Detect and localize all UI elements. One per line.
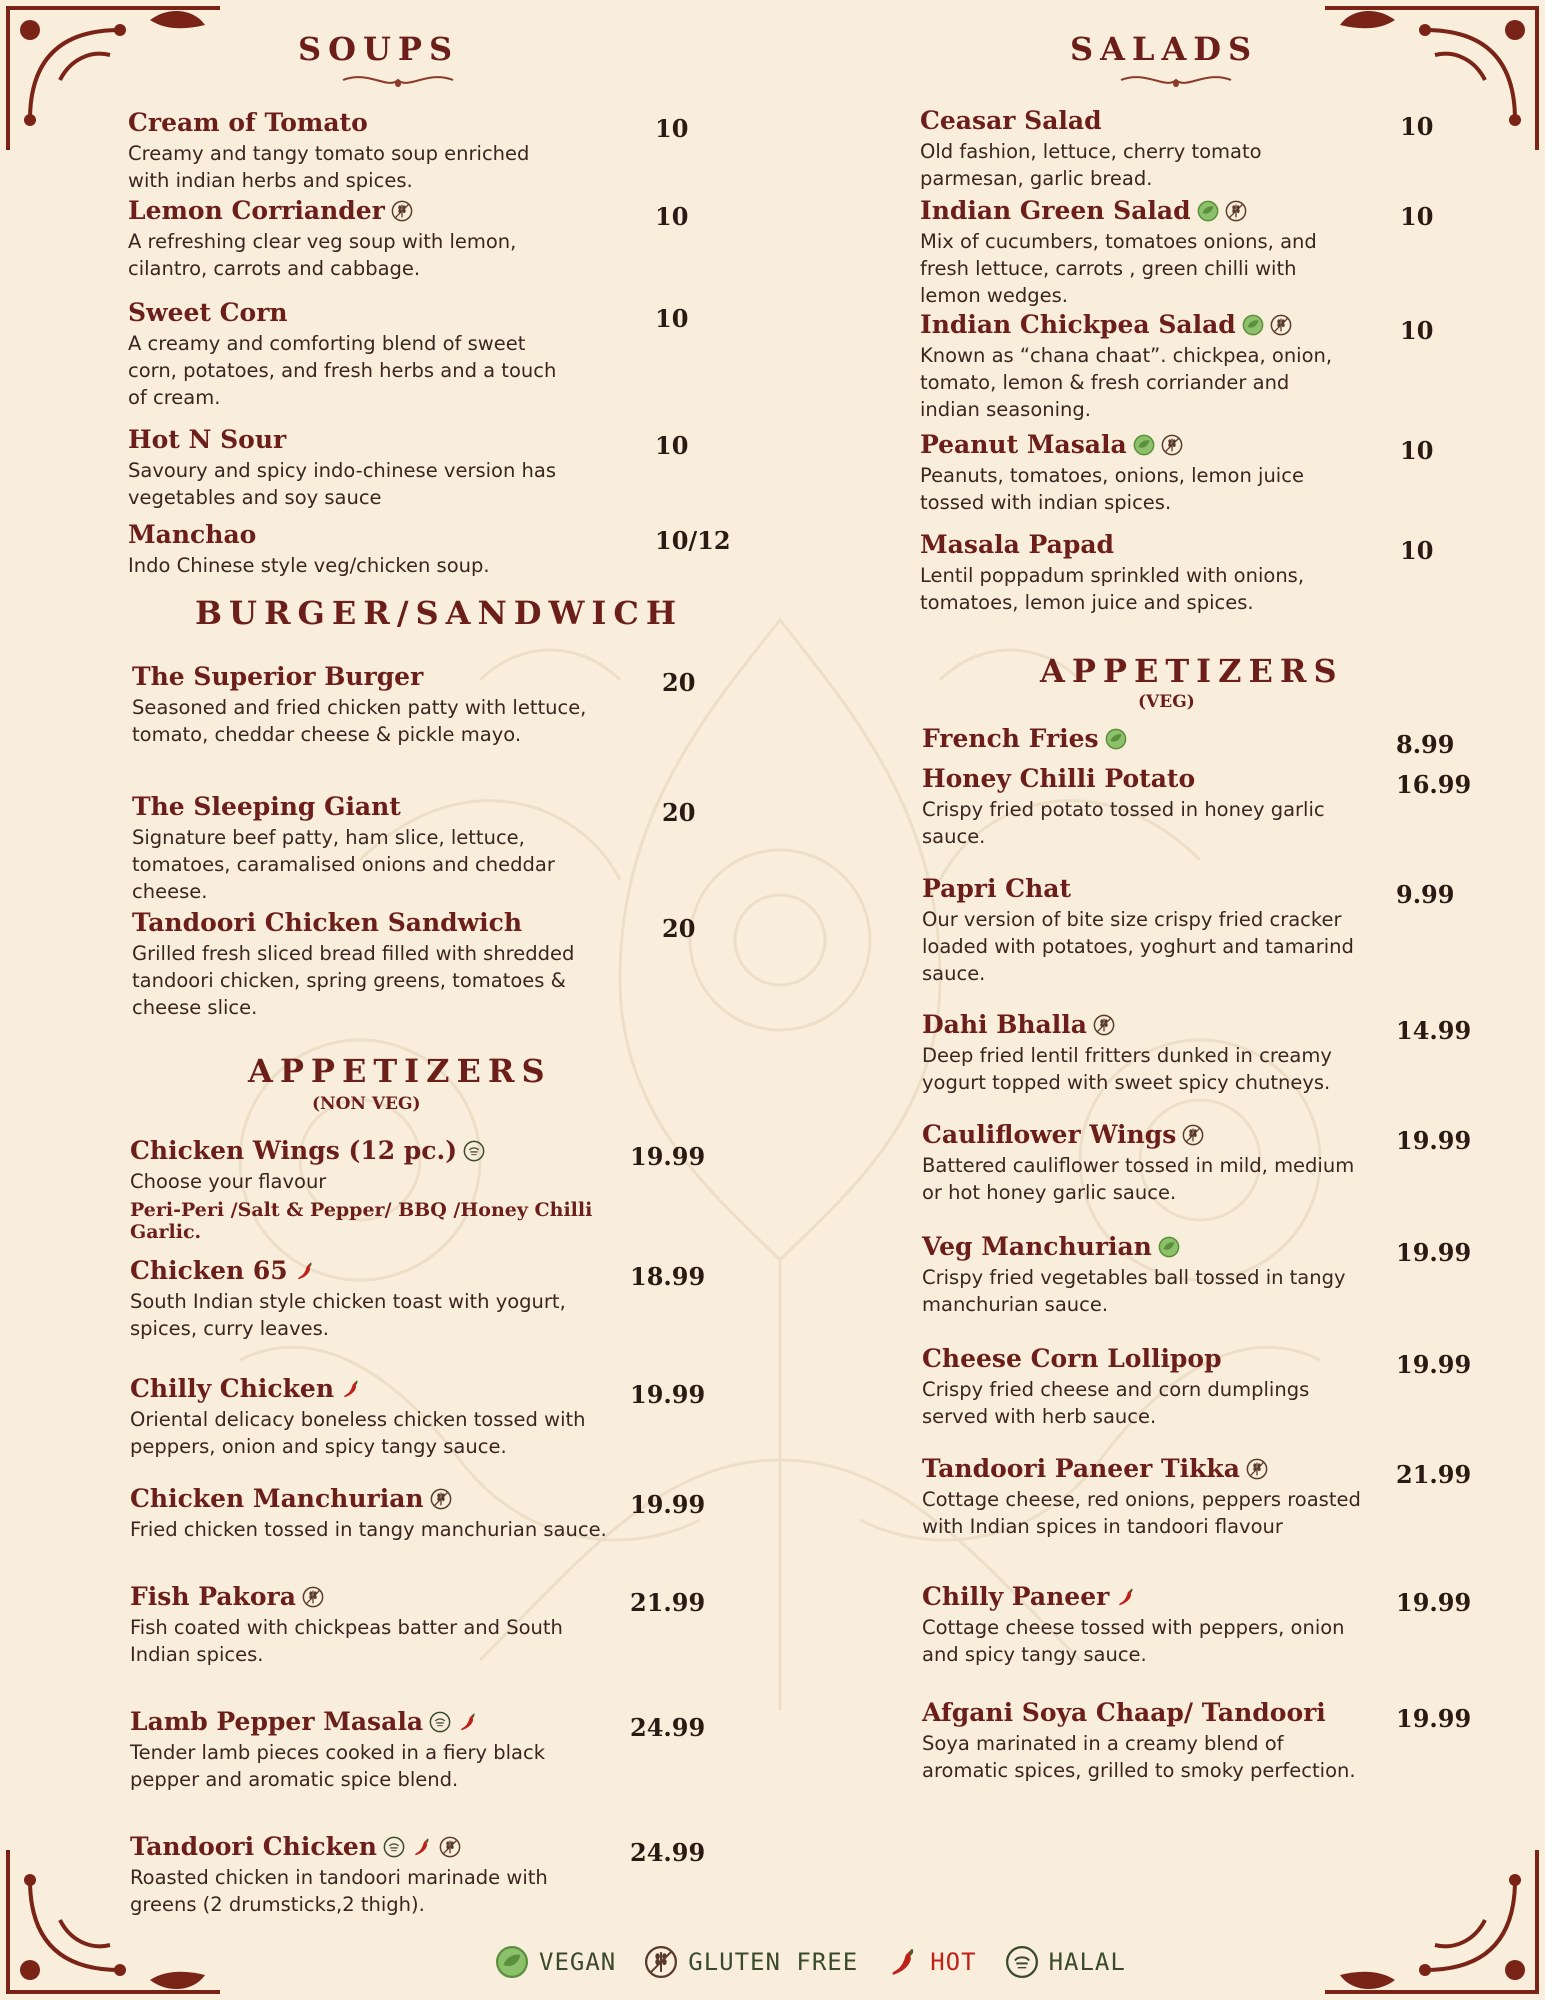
item-name: [920, 310, 1350, 339]
halal-icon: [383, 1836, 405, 1858]
item-price: 10: [655, 202, 689, 231]
item-name-text: Hot N Sour: [128, 425, 287, 454]
vegan-icon: [1158, 1236, 1180, 1258]
hot-icon: [886, 1945, 920, 1979]
item-price: 10: [655, 431, 689, 460]
hot-icon: [457, 1711, 479, 1733]
item-price: 10: [1400, 316, 1434, 345]
appetizers-nonveg-title: APPETIZERS: [248, 1052, 552, 1090]
item-name-text: Afgani Soya Chaap/ Tandoori: [922, 1698, 1326, 1727]
item-name: [922, 1010, 1362, 1039]
menu-item: [128, 298, 558, 411]
item-price: 10: [655, 304, 689, 333]
vegan-icon: [1242, 314, 1264, 336]
item-price: 18.99: [630, 1262, 706, 1291]
gluten-free-icon: [391, 200, 413, 222]
item-name-text: Honey Chilli Potato: [922, 764, 1196, 793]
item-price: 24.99: [630, 1838, 706, 1867]
gluten-free-icon: [1093, 1014, 1115, 1036]
item-price: 10: [1400, 112, 1434, 141]
menu-item: [922, 724, 1362, 753]
item-name-text: The Superior Burger: [132, 662, 424, 691]
halal-icon: [429, 1711, 451, 1733]
item-description: Battered cauliflower tossed in mild, medium or hot honey garlic sauce.: [922, 1154, 1355, 1204]
gluten-free-icon: [1246, 1458, 1268, 1480]
item-description: Tender lamb pieces cooked in a fiery black pepper and aromatic spice blend.: [130, 1741, 546, 1791]
item-name: [130, 1707, 620, 1736]
salads-flourish: [1116, 70, 1236, 92]
item-name-text: Cauliflower Wings: [922, 1120, 1177, 1149]
hot-icon: [411, 1836, 433, 1858]
item-name: [130, 1484, 620, 1513]
item-name: [130, 1256, 620, 1285]
item-description: Grilled fresh sliced bread filled with shredded tandoori chicken, spring greens, tomatoes & cheese slice.: [132, 942, 575, 1019]
menu-item: [128, 108, 558, 194]
item-price: 19.99: [1396, 1704, 1472, 1733]
menu-item: [132, 908, 602, 1021]
item-name: [922, 764, 1362, 793]
item-name: [132, 908, 602, 937]
menu-item: [130, 1136, 620, 1243]
menu-item: [132, 792, 602, 905]
legend-hot-label: HOT: [930, 1948, 977, 1976]
item-description: Deep fried lentil fritters dunked in creamy yogurt topped with sweet spicy chutneys.: [922, 1044, 1332, 1094]
item-price: 24.99: [630, 1713, 706, 1742]
menu-item: [130, 1256, 620, 1342]
item-name-text: Cheese Corn Lollipop: [922, 1344, 1222, 1373]
item-name-text: Peanut Masala: [920, 430, 1127, 459]
item-description: Lentil poppadum sprinkled with onions, tomatoes, lemon juice and spices.: [920, 564, 1305, 614]
appetizers-nonveg-subtitle: (NON VEG): [312, 1094, 421, 1114]
item-price: 20: [662, 798, 696, 827]
item-name-text: Chilly Paneer: [922, 1582, 1110, 1611]
item-description: Peanuts, tomatoes, onions, lemon juice tossed with indian spices.: [920, 464, 1304, 514]
hot-icon: [294, 1260, 316, 1282]
item-flavour-options: Peri-Peri /Salt & Pepper/ BBQ /Honey Chilli Garlic.: [130, 1199, 593, 1243]
item-name: [922, 1232, 1362, 1261]
gluten-free-icon: [1225, 200, 1247, 222]
item-price: 14.99: [1396, 1016, 1472, 1045]
item-name-text: Chicken Manchurian: [130, 1484, 424, 1513]
item-name-text: Lamb Pepper Masala: [130, 1707, 424, 1736]
item-description: Crispy fried vegetables ball tossed in tangy manchurian sauce.: [922, 1266, 1346, 1316]
gluten-free-icon: [1161, 434, 1183, 456]
halal-icon: [463, 1140, 485, 1162]
menu-item: [920, 196, 1350, 309]
item-price: 19.99: [1396, 1238, 1472, 1267]
item-name-text: The Sleeping Giant: [132, 792, 401, 821]
legend-vegan-label: VEGAN: [539, 1948, 617, 1976]
item-description: Signature beef patty, ham slice, lettuce, tomatoes, caramalised onions and cheddar cheese.: [132, 826, 555, 903]
burger-sandwich-title: BURGER/SANDWICH: [195, 594, 684, 632]
item-name-text: Tandoori Chicken: [130, 1832, 377, 1861]
menu-item: [920, 310, 1350, 423]
menu-item: [922, 764, 1362, 850]
item-description: Fish coated with chickpeas batter and South Indian spices.: [130, 1616, 563, 1666]
item-name: [922, 1698, 1362, 1727]
menu-item: [920, 430, 1350, 516]
menu-item: [128, 520, 558, 579]
appetizers-veg-subtitle: (VEG): [1138, 692, 1195, 712]
item-description: Soya marinated in a creamy blend of aromatic spices, grilled to smoky perfection.: [922, 1732, 1356, 1782]
item-name: [130, 1832, 620, 1861]
menu-item: [922, 1698, 1362, 1784]
salads-title: SALADS: [1070, 30, 1259, 68]
item-name: [128, 196, 558, 225]
menu-item: [922, 1582, 1362, 1668]
item-name-text: Chicken 65: [130, 1256, 288, 1285]
item-name: [922, 1454, 1362, 1483]
menu-item: [920, 106, 1350, 192]
menu-item: [130, 1374, 620, 1460]
item-name-text: Tandoori Paneer Tikka: [922, 1454, 1240, 1483]
item-name-text: Tandoori Chicken Sandwich: [132, 908, 523, 937]
menu-item: [922, 1010, 1362, 1096]
item-name-text: Manchao: [128, 520, 257, 549]
item-price: 10/12: [655, 526, 731, 555]
vegan-icon: [1105, 728, 1127, 750]
hot-icon: [340, 1378, 362, 1400]
item-name: [128, 298, 558, 327]
item-price: 9.99: [1396, 880, 1455, 909]
menu-item: [920, 530, 1350, 616]
menu-item: [128, 425, 558, 511]
item-price: 19.99: [1396, 1350, 1472, 1379]
item-description: Fried chicken tossed in tangy manchurian sauce.: [130, 1518, 607, 1541]
item-price: 10: [1400, 436, 1434, 465]
item-price: 21.99: [1396, 1460, 1472, 1489]
item-description: Savoury and spicy indo-chinese version has vegetables and soy sauce: [128, 459, 556, 509]
vegan-icon: [495, 1945, 529, 1979]
gluten-free-icon: [1182, 1124, 1204, 1146]
item-description: Crispy fried potato tossed in honey garlic sauce.: [922, 798, 1325, 848]
item-name-text: Fish Pakora: [130, 1582, 296, 1611]
item-description: Seasoned and fried chicken patty with lettuce, tomato, cheddar cheese & pickle mayo.: [132, 696, 587, 746]
item-description: Indo Chinese style veg/chicken soup.: [128, 554, 490, 577]
item-description: Choose your flavour: [130, 1170, 327, 1193]
menu-item: [130, 1484, 620, 1543]
item-description: Cottage cheese, red onions, peppers roasted with Indian spices in tandoori flavour: [922, 1488, 1361, 1538]
item-price: 20: [662, 914, 696, 943]
item-description: Old fashion, lettuce, cherry tomato parmesan, garlic bread.: [920, 140, 1262, 190]
item-price: 21.99: [630, 1588, 706, 1617]
item-name: [922, 1120, 1362, 1149]
item-name: [922, 1582, 1362, 1611]
item-price: 10: [1400, 536, 1434, 565]
item-name: [920, 530, 1350, 559]
item-price: 16.99: [1396, 770, 1472, 799]
item-name: [128, 425, 558, 454]
legend: [495, 1945, 1144, 1979]
vegan-icon: [1133, 434, 1155, 456]
soups-title: SOUPS: [298, 30, 460, 68]
menu-item: [922, 1344, 1362, 1430]
item-price: 19.99: [630, 1380, 706, 1409]
legend-halal-label: HALAL: [1048, 1948, 1126, 1976]
item-price: 19.99: [1396, 1126, 1472, 1155]
item-description: Our version of bite size crispy fried cracker loaded with potatoes, yoghurt and tamarind sauce.: [922, 908, 1354, 985]
item-name: [128, 520, 558, 549]
item-description: Creamy and tangy tomato soup enriched with indian herbs and spices.: [128, 142, 530, 192]
menu-item: [922, 874, 1362, 987]
item-description: Cottage cheese tossed with peppers, onion and spicy tangy sauce.: [922, 1616, 1345, 1666]
item-description: Roasted chicken in tandoori marinade with greens (2 drumsticks,2 thigh).: [130, 1866, 548, 1916]
menu-item: [922, 1120, 1362, 1206]
item-description: A refreshing clear veg soup with lemon, cilantro, carrots and cabbage.: [128, 230, 517, 280]
item-name-text: Indian Chickpea Salad: [920, 310, 1236, 339]
appetizers-veg-title: APPETIZERS: [1040, 652, 1344, 690]
item-description: Mix of cucumbers, tomatoes onions, and fresh lettuce, carrots , green chilli with lemon wedges.: [920, 230, 1317, 307]
item-name-text: French Fries: [922, 724, 1099, 753]
item-name-text: Dahi Bhalla: [922, 1010, 1087, 1039]
item-name-text: Masala Papad: [920, 530, 1115, 559]
item-name: [922, 724, 1362, 753]
menu-item: [130, 1832, 620, 1918]
item-price: 10: [1400, 202, 1434, 231]
item-price: 19.99: [630, 1142, 706, 1171]
item-name-text: Cream of Tomato: [128, 108, 368, 137]
gluten-free-icon: [430, 1488, 452, 1510]
item-price: 20: [662, 668, 696, 697]
soups-flourish: [338, 70, 458, 92]
gluten-free-icon: [1270, 314, 1292, 336]
item-name-text: Indian Green Salad: [920, 196, 1191, 225]
item-description: Crispy fried cheese and corn dumplings served with herb sauce.: [922, 1378, 1310, 1428]
legend-gluten-free-label: GLUTEN FREE: [688, 1948, 859, 1976]
item-name-text: Papri Chat: [922, 874, 1071, 903]
item-name-text: Lemon Corriander: [128, 196, 385, 225]
item-name-text: Chilly Chicken: [130, 1374, 334, 1403]
item-name: [922, 874, 1362, 903]
menu-item: [132, 662, 602, 748]
item-description: Known as “chana chaat”. chickpea, onion, tomato, lemon & fresh corriander and indian seasoning.: [920, 344, 1333, 421]
menu-item: [922, 1232, 1362, 1318]
item-name: [920, 106, 1350, 135]
menu-item: [922, 1454, 1362, 1540]
item-name: [920, 196, 1350, 225]
item-name: [920, 430, 1350, 459]
menu-item: [128, 196, 558, 282]
item-description: South Indian style chicken toast with yogurt, spices, curry leaves.: [130, 1290, 566, 1340]
item-price: 8.99: [1396, 730, 1455, 759]
item-name-text: Veg Manchurian: [922, 1232, 1152, 1261]
gluten-free-icon: [302, 1586, 324, 1608]
vegan-icon: [1197, 200, 1219, 222]
item-description: Oriental delicacy boneless chicken tossed with peppers, onion and spicy tangy sauce.: [130, 1408, 586, 1458]
item-name: [130, 1136, 620, 1165]
menu-item: [130, 1707, 620, 1793]
item-price: 10: [655, 114, 689, 143]
corner-ornament-bottom-right: [1315, 1840, 1545, 2000]
item-description: A creamy and comforting blend of sweet corn, potatoes, and fresh herbs and a touch of cream.: [128, 332, 557, 409]
hot-icon: [1115, 1586, 1137, 1608]
menu-item: [130, 1582, 620, 1668]
item-price: 19.99: [1396, 1588, 1472, 1617]
item-name: [130, 1374, 620, 1403]
gluten-free-icon: [439, 1836, 461, 1858]
item-name-text: Sweet Corn: [128, 298, 288, 327]
halal-icon: [1005, 1945, 1039, 1979]
item-name: [132, 792, 602, 821]
item-name: [128, 108, 558, 137]
item-name: [922, 1344, 1362, 1373]
item-price: 19.99: [630, 1490, 706, 1519]
item-name: [130, 1582, 620, 1611]
item-name: [132, 662, 602, 691]
item-name-text: Ceasar Salad: [920, 106, 1102, 135]
gluten-free-icon: [644, 1945, 678, 1979]
item-name-text: Chicken Wings (12 pc.): [130, 1136, 458, 1165]
